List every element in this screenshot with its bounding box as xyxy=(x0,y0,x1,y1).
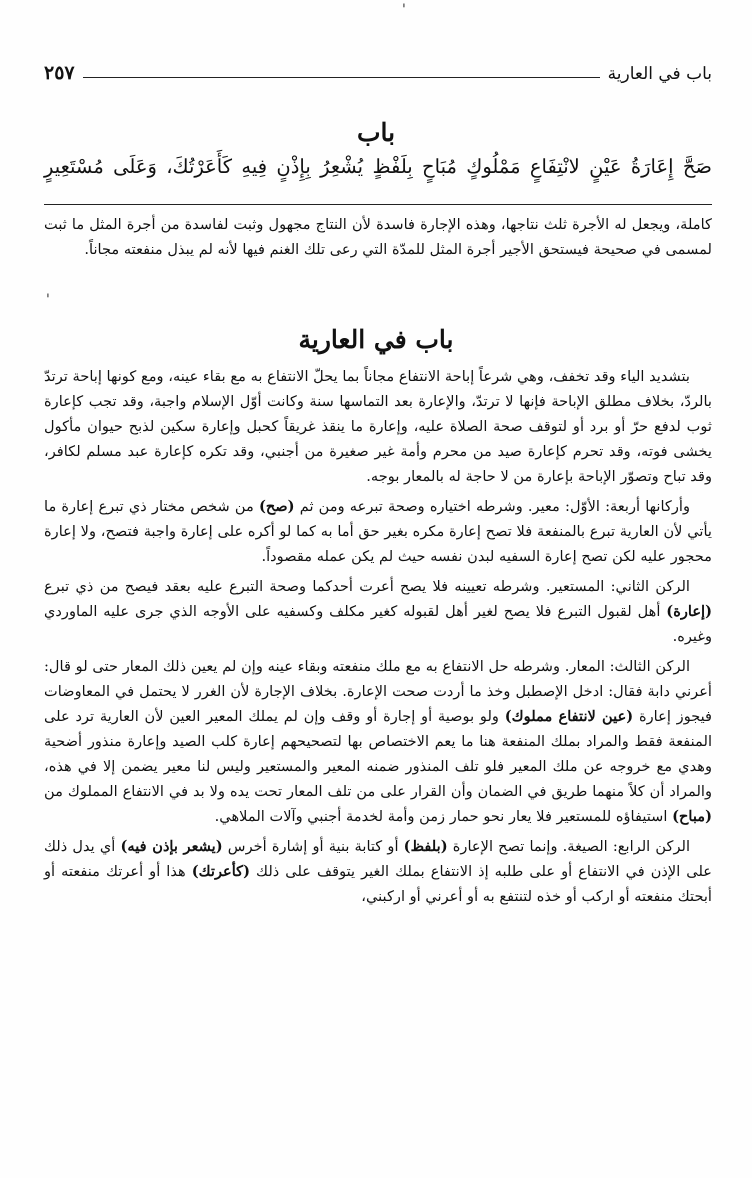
pillar2-lead: الركن الثاني: المستعير. وشرطه تعيينه فلا يصح أعرت أحدكما وصحة التبرع عليه بعقد فيصح من ذي تبرع xyxy=(44,578,690,595)
pillar4-paragraph xyxy=(44,834,712,909)
intro-paragraph: بتشديد الياء وقد تخفف، وهي شرعاً إباحة الانتفاع مجاناً بما يحلّ الانتفاع به مع بقاء عينه، ومع كونها إباحة ترتدّ بالردّ، بخلاف مطلق الإباحة فإنها لا ترتدّ، والإعارة بعد التماسها سنة وكانت أوّل الإسلام واجبة، وقد تجب كإعارة ثوب لدفع حرّ أو برد أو لتوقف صحة الصلاة عليه، وإعارة ما ينقذ غريقاً كحبل وإعارة سكين لذبح حيوان مأكول يخشى فوته، وقد تحرم كإعارة صيد من محرم وأمة غير صغيرة من أجنبي، وقد تكره كإعارة عبد مسلم لكافر، وقد تباح وتصوّر الإباحة بإعارة من لا حاجة له بالمعار بوجه. xyxy=(44,368,712,485)
pillar3-paragraph xyxy=(44,654,712,829)
pillar4-keyword-2: (يشعر بإذن فيه) xyxy=(120,838,223,855)
section-body xyxy=(44,364,712,914)
running-title: باب في العارية xyxy=(607,64,712,84)
pillar1-keyword: (صح) xyxy=(258,498,295,515)
section-title: باب في العارية xyxy=(298,325,454,354)
header-rule xyxy=(83,77,600,78)
separator-rule xyxy=(44,204,712,205)
pillar3-lead: الركن الثالث: المعار. وشرطه حل الانتفاع به مع ملك منفعته وبقاء عينه وإن لم يعين ذلك المعار حتى لو قال: أعرني دابة فقال: ادخل الإصطبل وخذ ما أردت صحت الإعارة. بخلاف الإجارة لأن الغرر لا يحتمل في المعاوضات فيجوز إعارة xyxy=(44,658,713,725)
pillar2-rest: أهل لقبول التبرع فلا يصح لغير أهل لقبوله كغير مكلف وكسفيه على الأوجه الذي جرى عليه الماوردي وغيره. xyxy=(44,603,712,645)
pillar4-mid-2: أي يدل ذلك على الإذن في الانتفاع أو على طلبه إذ الانتفاع بملك الغير يتوقف على ذلك xyxy=(44,838,713,880)
pillar1-paragraph xyxy=(44,494,712,569)
left-mark: ' xyxy=(46,292,50,308)
previous-paragraph: كاملة، ويجعل له الأجرة ثلث نتاجها، وهذه الإجارة فاسدة لأن النتاج مجهول وثبت لفاسدة من أجرة المثل ما ثبت لمسمى في صحيحة فيستحق الأجير أجرة المثل للمدّة التي رعى تلك الغنم فيها لأنه لم يبذل منفعته مجاناً. xyxy=(44,216,712,258)
matn-text: صَحَّ إِعَارَةُ عَيْنٍ لانْتِفَاعٍ مَمْلُوكٍ مُبَاحٍ بِلَفْظٍ يُشْعِرُ بِإِذْنٍ فِيهِ كَأَعَرْتُكَ، وَعَلَى مُسْتَعِيرٍ xyxy=(44,155,712,178)
matn-title: باب xyxy=(356,118,396,147)
pillar3-keyword-2: (مباح) xyxy=(672,808,712,825)
pillar4-rest: هذا أو أعرتك منفعته أو أبحتك منفعته أو اركب أو خذه لتنتفع به أو أعرني أو اركبني، xyxy=(44,863,712,905)
pillar1-rest: من شخص مختار ذي تبرع إعارة ما يأتي لأن العارية تبرع بالمنفعة فلا تصح إعارة مكره بغير حق أما به كما لو أكره على إعارة واجبة فتصح، ولا إعارة محجور عليه لكن تصح إعارة السفيه لبدن نفسه حيث لم يكن عمله مقصوداً. xyxy=(44,498,712,565)
pillar3-keyword: (عين لانتفاع مملوك) xyxy=(504,708,634,725)
page-header xyxy=(44,58,712,84)
pillar2-paragraph xyxy=(44,574,712,649)
page-number: ٢٥٧ xyxy=(44,62,75,84)
pillar4-keyword: (بلفظ) xyxy=(403,838,448,855)
pillar4-lead: الركن الرابع: الصيغة. وإنما تصح الإعارة xyxy=(452,838,690,855)
pillar3-rest-2: استيفاؤه للمستعير فلا يعار نحو حمار زمن وأمة لخدمة أجنبي وآلات الملاهي. xyxy=(214,808,668,825)
pillar4-mid: أو كتابة بنية أو إشارة أخرس xyxy=(227,838,399,855)
pillar4-keyword-3: (كأعرتك) xyxy=(191,863,251,880)
pillar3-rest: ولو بوصية أو إجارة أو وقف وإن لم يملك المعير العين لأن العارية ترد على المنفعة فقط والمراد بملك المنفعة هنا ما يعم الاختصاص بها لتصحيحهم إعارة كلب الصيد وإعارة منذور أضحية وهدي مع خروجه عن ملك المعير فلو تلف المنذور ضمنه المعير والمستعير وليس لنا معير يضمن إلا في هذه، والمراد أن كلاً منهما طريق في الضمان وأن القرار على من تلف المعار تحت يده ولا بد في الانتفاع المملوك من xyxy=(44,708,712,800)
top-mark: ' xyxy=(402,2,406,18)
pillar1-lead: وأركانها أربعة: الأوّل: معير. وشرطه اختياره وصحة تبرعه ومن ثم xyxy=(299,498,690,515)
pillar2-keyword: (إعارة) xyxy=(666,603,713,620)
previous-chapter-text xyxy=(44,212,712,262)
